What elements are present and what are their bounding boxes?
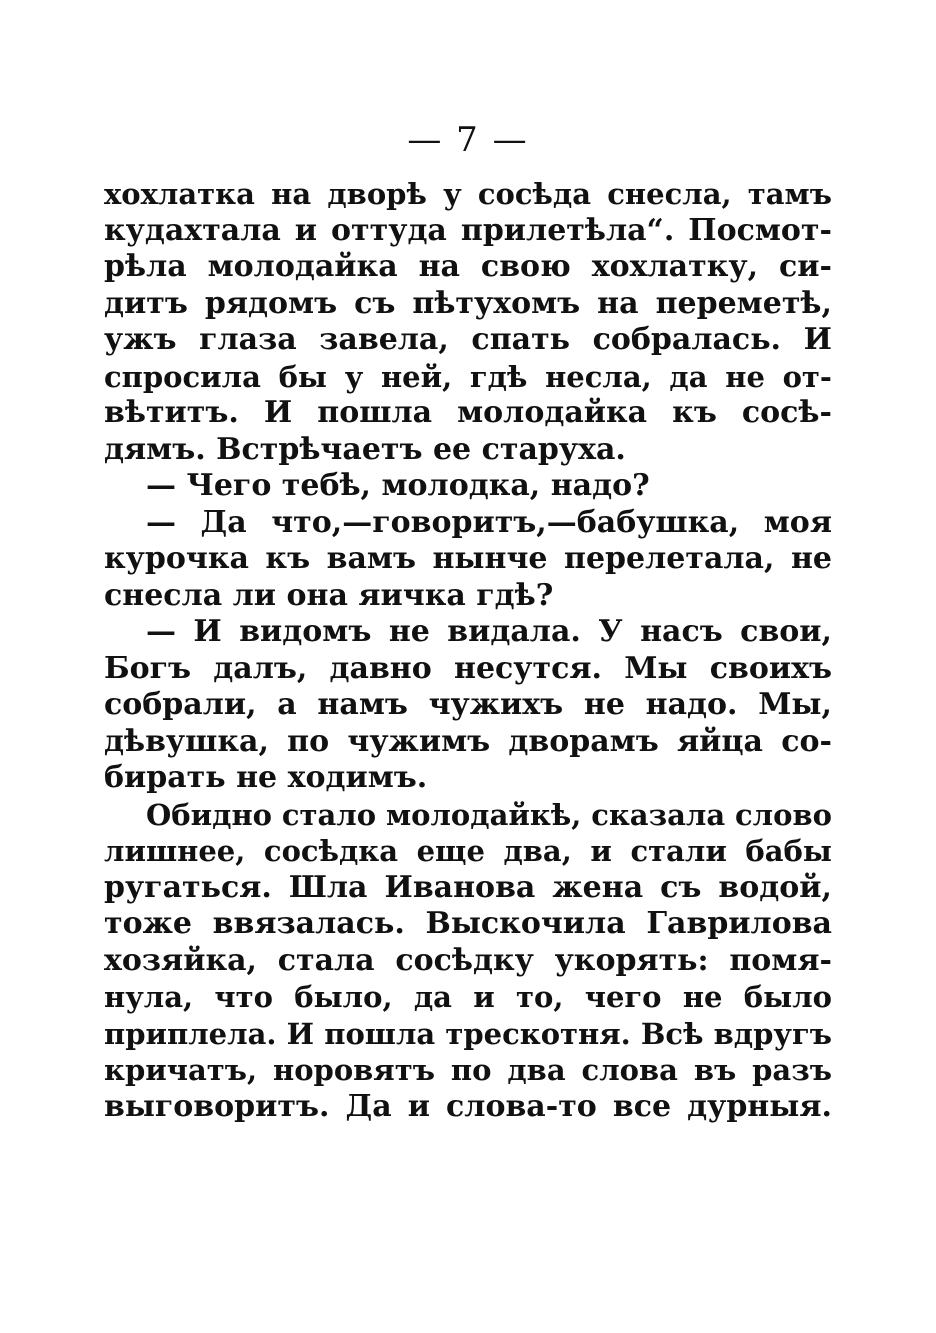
word: пѣтухомъ (412, 285, 581, 321)
word: И (263, 395, 293, 430)
word: не (682, 980, 723, 1014)
word: сосѣ- (741, 395, 832, 430)
word: Да (200, 504, 247, 540)
word: Да (345, 1088, 392, 1124)
word: несутся. (454, 650, 602, 686)
word: съ (354, 285, 396, 321)
word: молодка, (381, 468, 541, 503)
word: молодайкѣ, (385, 797, 582, 832)
word: и (473, 980, 495, 1014)
text-line (104, 906, 832, 943)
text-line (104, 249, 832, 286)
word: она (286, 577, 348, 613)
word: переметѣ, (655, 285, 832, 321)
word: от- (782, 359, 832, 394)
word: то, (516, 980, 564, 1014)
text-line (104, 760, 832, 797)
body-text (104, 176, 832, 1125)
word: и (590, 834, 612, 868)
word: хохлатка (104, 177, 255, 211)
word: И (193, 614, 222, 649)
text-line (104, 870, 832, 907)
word: по (450, 1053, 492, 1087)
word: ругаться. (104, 869, 272, 905)
word: не (236, 760, 278, 795)
word: Мы, (758, 687, 832, 722)
word: собрали, (104, 687, 257, 722)
word: прилетѣла“. (460, 212, 675, 248)
word: что,—говоритъ,—бабушка, (271, 504, 740, 540)
word: спать (471, 322, 571, 357)
word: Встрѣчаетъ (216, 431, 423, 467)
word: бы (278, 359, 328, 394)
word: У (598, 614, 623, 649)
word: выговоритъ. (104, 1088, 330, 1124)
word: на (597, 285, 639, 321)
word: разъ (752, 1053, 832, 1087)
word: И (803, 322, 832, 357)
word: ходимъ. (287, 760, 428, 795)
word: оттуда (331, 212, 447, 248)
word: нынче (432, 541, 548, 576)
word: да (413, 980, 452, 1014)
word: яйца (676, 723, 763, 759)
word: гдѣ? (476, 577, 554, 613)
word: насъ (640, 614, 723, 649)
word: кричатъ, (104, 1053, 258, 1087)
word: молодайка (207, 249, 398, 284)
word: слова-то (446, 1088, 597, 1124)
word: было, (294, 980, 393, 1014)
text-line (104, 651, 832, 688)
word: перелетала, (564, 541, 775, 576)
word: съ (660, 869, 702, 905)
word: И (286, 1016, 315, 1051)
word: чего (584, 980, 662, 1014)
word: пошла (324, 1016, 436, 1051)
word: глаза (199, 322, 297, 357)
word: стало (281, 797, 377, 832)
word: не (388, 614, 430, 649)
word: старуха. (481, 431, 626, 467)
text-line (104, 322, 832, 359)
text-line (104, 541, 832, 578)
text-line (104, 359, 832, 396)
word: вѣтитъ. (104, 395, 239, 430)
word: надо. (645, 687, 738, 722)
text-line (104, 687, 832, 724)
word: по (287, 723, 330, 759)
word: несла, (545, 359, 652, 394)
word: снесла, (607, 177, 732, 211)
text-line (104, 505, 832, 542)
word: дворамъ (508, 723, 659, 759)
word: — (146, 504, 176, 540)
text-line (104, 286, 832, 323)
word: гдѣ (469, 359, 528, 394)
word: и (407, 1088, 430, 1124)
word: бабы (745, 834, 832, 868)
word: молодайка (457, 395, 648, 430)
word: рѣла (104, 249, 187, 284)
text-line (104, 1016, 832, 1053)
word: чужихъ (428, 687, 564, 722)
word: приплела. (104, 1016, 277, 1051)
word: къ (672, 395, 717, 430)
word: Обидно (146, 797, 273, 832)
word: слово (735, 797, 832, 832)
word: стали (630, 834, 727, 868)
word: надо? (550, 468, 650, 503)
word: Мы (624, 650, 688, 686)
word: Гаврилова (646, 906, 832, 941)
word: ее (432, 431, 472, 467)
word: дѣвушка, (104, 723, 269, 759)
word: да (669, 359, 708, 394)
word: на (271, 177, 312, 211)
word: тоже (104, 906, 192, 941)
text-line (104, 432, 832, 469)
word: сказала (591, 797, 726, 832)
word: далъ, (213, 650, 308, 686)
word: дитъ (104, 285, 188, 321)
word: слова (581, 1053, 678, 1087)
word: къ (265, 541, 311, 576)
text-line (104, 724, 832, 761)
word: пошла (317, 395, 433, 430)
word: чужимъ (347, 723, 491, 759)
word: было (743, 980, 832, 1014)
word: кудахтала (104, 212, 281, 248)
word: дворѣ (327, 177, 427, 211)
word: рядомъ (204, 285, 338, 321)
word: нула, (104, 980, 194, 1014)
text-line (104, 1052, 832, 1089)
word: своихъ (709, 650, 832, 686)
word: на (418, 249, 460, 284)
page-number: — 7 — (407, 120, 529, 160)
word: трескотня. (445, 1016, 631, 1051)
word: собралась. (592, 322, 782, 357)
text-line (104, 213, 832, 250)
word: Богъ (104, 650, 192, 686)
word: Всѣ (640, 1016, 704, 1051)
word: укорять: (554, 942, 709, 978)
word: все (612, 1088, 672, 1124)
word: намъ (317, 687, 408, 722)
word: спросила (104, 359, 261, 394)
word: свою (480, 249, 571, 284)
word: видала. (447, 614, 581, 649)
word: видомъ (239, 614, 372, 649)
word: сосѣдку (395, 942, 534, 978)
word: хохлатку, (591, 249, 759, 284)
word: Чего (186, 468, 272, 503)
word: со- (781, 723, 832, 759)
word: не (790, 541, 832, 576)
word: — (146, 468, 176, 503)
word: курочка (104, 541, 249, 576)
word: лишнее, (104, 834, 246, 868)
word: не (583, 687, 625, 722)
word: си- (778, 249, 832, 284)
word: свои, (740, 614, 832, 649)
text-line (104, 797, 832, 834)
word: тебѣ, (281, 468, 372, 503)
word: ли (232, 577, 277, 613)
word: хозяйка, (104, 942, 258, 978)
word: жена (552, 869, 644, 905)
word: дямъ. (104, 431, 206, 467)
text-line (104, 979, 832, 1016)
word: снесла (104, 577, 223, 613)
text-line (104, 833, 832, 870)
word: что (214, 980, 273, 1014)
text-line (104, 943, 832, 980)
word: еще (416, 834, 485, 868)
word: ней, (380, 359, 453, 394)
word: а (277, 687, 297, 722)
word: яичка (358, 577, 466, 613)
word: Шла (288, 869, 368, 905)
word: и (294, 212, 318, 248)
text-line (104, 395, 832, 432)
word: помя- (729, 942, 832, 978)
word: бирать (104, 760, 226, 795)
word: у (344, 359, 364, 394)
word: два, (503, 834, 572, 868)
word: давно (329, 650, 432, 686)
word: въ (693, 1053, 737, 1087)
word: вдругъ (713, 1016, 832, 1051)
text-line (104, 614, 832, 651)
word: Выскочила (425, 906, 626, 941)
word: сосѣдка (263, 834, 399, 868)
word: — (146, 614, 176, 649)
word: у (443, 177, 462, 211)
word: ввязалась. (212, 906, 405, 941)
word: тамъ (747, 177, 832, 211)
word: два (507, 1053, 566, 1087)
word: Иванова (384, 869, 536, 905)
text-line (104, 468, 832, 505)
word: завела, (319, 322, 449, 357)
text-line (104, 176, 832, 213)
word: Посмот- (688, 212, 832, 248)
text-line (104, 578, 832, 615)
word: не (725, 359, 765, 394)
word: моя (763, 504, 832, 540)
word: норовятъ (272, 1053, 435, 1087)
word: стала (277, 942, 375, 978)
word: вамъ (326, 541, 416, 576)
word: сосѣда (477, 177, 592, 211)
word: дурныя. (687, 1088, 832, 1124)
word: ужъ (104, 322, 177, 357)
text-line (104, 1089, 832, 1126)
word: водой, (718, 869, 832, 905)
